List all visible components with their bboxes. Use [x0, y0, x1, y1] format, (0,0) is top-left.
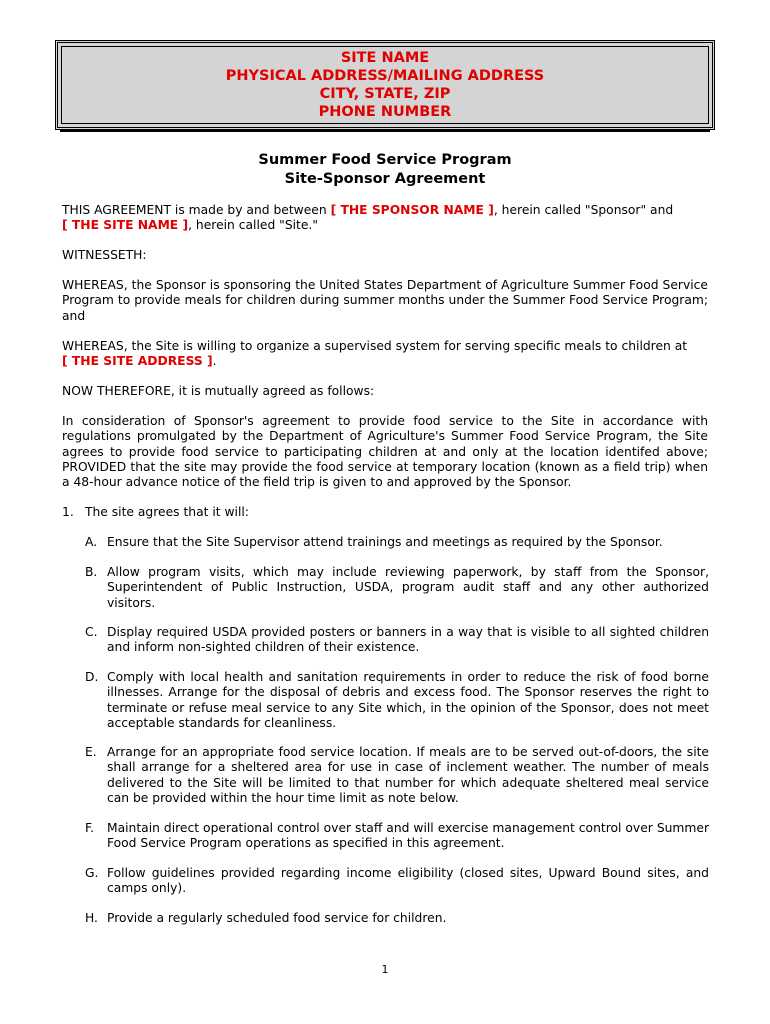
- intro-text-b: , herein called "Sponsor" and: [493, 203, 674, 217]
- list-item: [85, 866, 709, 897]
- list-item-letter: H.: [85, 911, 98, 925]
- list-item-text: Arrange for an appropriate food service location. If meals are to be served out-of-doors, the site shall arrange for a sheltered area for use in case of inclement weather. The number of meals delivered to the Site will be limited to that number for which adequate sheltered meal service can be provided within the hour time limit as note below.: [107, 745, 709, 805]
- list-item-letter: E.: [85, 745, 97, 759]
- witnesseth: WITNESSETH:: [62, 248, 147, 262]
- section-1-heading: The site agrees that it will:: [85, 505, 249, 519]
- address-placeholder: PHYSICAL ADDRESS/MAILING ADDRESS: [225, 68, 545, 84]
- list-item: [85, 565, 709, 611]
- intro-paragraph: [62, 203, 708, 234]
- page-number: 1: [381, 963, 389, 976]
- list-item: [85, 745, 709, 806]
- list-item: [85, 821, 709, 852]
- list-item-letter: A.: [85, 535, 98, 549]
- now-therefore: NOW THEREFORE, it is mutually agreed as follows:: [62, 384, 375, 398]
- phone-placeholder: PHONE NUMBER: [318, 104, 452, 120]
- list-item-text: Follow guidelines provided regarding income eligibility (closed sites, Upward Bound sites, and camps only).: [107, 866, 709, 896]
- list-item-text: Allow program visits, which may include reviewing paperwork, by staff from the Sponsor, Superintendent of Public Instruction, USDA, program audit staff and any other authorized visitors.: [107, 565, 709, 610]
- list-item-text: Provide a regularly scheduled food service for children.: [107, 911, 447, 925]
- list-item: [85, 625, 709, 656]
- list-item: [85, 670, 709, 731]
- letterhead-inner: [61, 46, 709, 124]
- list-item-letter: G.: [85, 866, 99, 880]
- list-item-letter: F.: [85, 821, 95, 835]
- letterhead-shadow: [60, 130, 710, 132]
- letterhead-box: [55, 40, 715, 130]
- list-item-letter: B.: [85, 565, 98, 579]
- consideration-paragraph: In consideration of Sponsor's agreement to provide food service to the Site in accordance with regulations promulgated by the Department of Agriculture's Summer Food Service Program, the Site agrees to provide food service to participating children at and only at the location identifed above; PROVIDED that the site may provide the food service at temporary location (known as a field trip) when a 48-hour advance notice of the field trip is given to and approved by the Sponsor.: [62, 414, 708, 490]
- list-item-text: Ensure that the Site Supervisor attend trainings and meetings as required by the Sponsor.: [107, 535, 663, 549]
- document-title: Summer Food Service Program: [258, 152, 512, 168]
- intro-text-c: , herein called "Site.": [188, 218, 318, 233]
- site-name-field: [ THE SITE NAME ]: [62, 218, 189, 233]
- city-state-zip-placeholder: CITY, STATE, ZIP: [319, 86, 451, 102]
- whereas-paragraph-2: [62, 339, 708, 370]
- intro-text-a: THIS AGREEMENT is made by and between: [62, 203, 331, 217]
- whereas-2-period: .: [212, 354, 217, 369]
- document-subtitle: Site-Sponsor Agreement: [284, 171, 486, 187]
- site-name-placeholder: SITE NAME: [340, 50, 430, 66]
- list-item-letter: D.: [85, 670, 99, 684]
- list-item: [85, 911, 709, 926]
- whereas-paragraph-1: WHEREAS, the Sponsor is sponsoring the United States Department of Agriculture Summer Food Service Program to provide meals for children during summer months under the Summer Food Service Program; and: [62, 278, 708, 323]
- whereas-2-text: WHEREAS, the Site is willing to organize a supervised system for serving specific meals to children at: [62, 339, 688, 353]
- site-address-placeholder: [ THE SITE ADDRESS ]: [62, 354, 213, 369]
- list-item-letter: C.: [85, 625, 98, 639]
- list-item-text: Comply with local health and sanitation requirements in order to reduce the risk of food borne illnesses. Arrange for the disposal of debris and excess food. The Sponsor reserves the right to terminate or refuse meal service to any Site which, in the opinion of the Sponsor, does not meet acceptable standards for cleanliness.: [107, 670, 709, 730]
- list-item: [85, 535, 709, 550]
- sponsor-name-placeholder: [ THE SPONSOR NAME ]: [330, 203, 494, 217]
- section-1-number: 1.: [62, 505, 74, 519]
- list-item-text: Maintain direct operational control over staff and will exercise management control over Summer Food Service Program operations as specified in this agreement.: [107, 821, 709, 851]
- list-item-text: Display required USDA provided posters or banners in a way that is visible to all sighted children and inform non-sighted children of their existence.: [107, 625, 709, 655]
